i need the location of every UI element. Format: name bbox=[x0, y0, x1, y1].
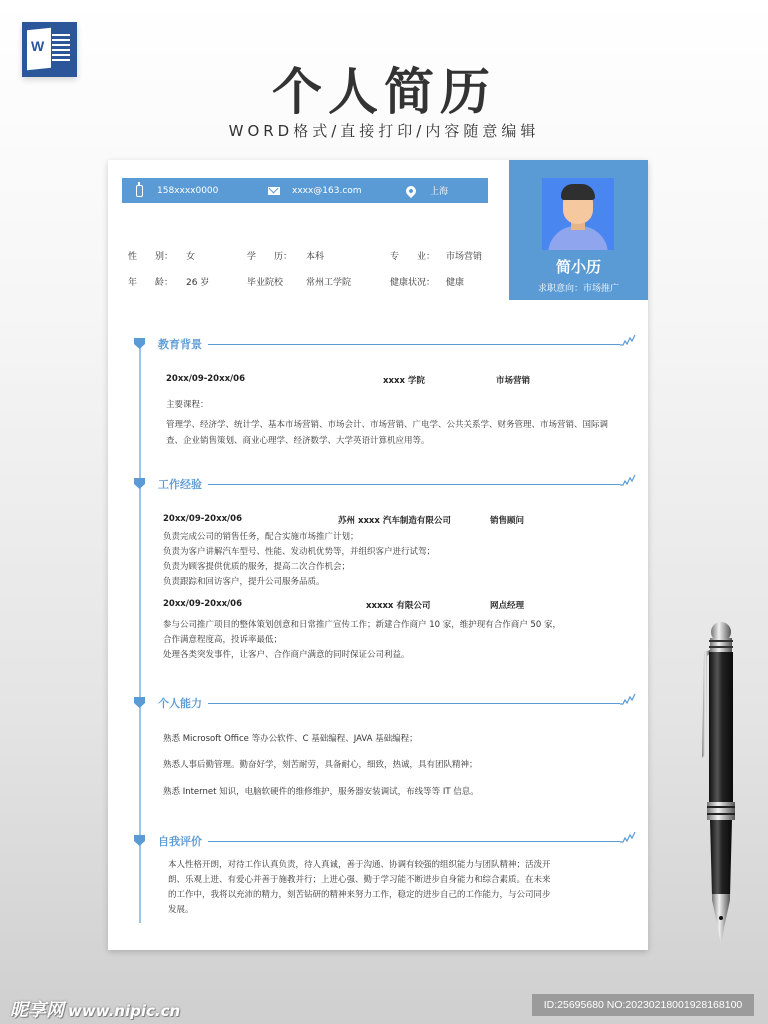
mail-icon bbox=[268, 187, 280, 195]
job1-duty: 负责为顾客提供优质的服务，提高二次合作机会； bbox=[163, 562, 351, 572]
contact-location bbox=[406, 184, 448, 197]
courses-label: 主要课程： bbox=[166, 400, 209, 410]
gender-label: 性 别： bbox=[128, 252, 174, 262]
age-value: 26 岁 bbox=[186, 278, 210, 288]
major-label: 专 业： bbox=[390, 252, 436, 262]
image-id-badge: ID:25695680 NO:20230218001928168100 bbox=[532, 994, 754, 1016]
job1-position: 销售顾问 bbox=[490, 516, 525, 526]
section-header bbox=[108, 474, 648, 494]
site-url: www.nipic.cn bbox=[68, 1002, 181, 1020]
page-title: 个人简历 bbox=[272, 63, 496, 121]
courses-text: 管理学、经济学、统计学、基本市场营销、市场会计、市场营销、广电学、公共关系学、财务管理、市场营销、国际调查、企业销售策划、商业心理学、经济数学、大学英语计算机应用等。 bbox=[166, 420, 609, 446]
section-title: 个人能力 bbox=[158, 695, 206, 711]
location-pin-icon bbox=[404, 183, 418, 197]
section-marker-icon bbox=[134, 338, 145, 349]
section-skills bbox=[108, 693, 648, 713]
edu-major: 市场营销 bbox=[496, 376, 531, 386]
skill-item: 熟悉人事后勤管理。勤奋好学，刻苦耐劳，具备耐心，细致，热诚，具有团队精神； bbox=[163, 760, 478, 770]
section-marker-icon bbox=[134, 835, 145, 846]
contact-phone bbox=[136, 185, 218, 197]
section-rule bbox=[208, 484, 620, 485]
job1-duty: 负责跟踪和回访客户，提升公司服务品质。 bbox=[163, 577, 325, 587]
job2-position: 网点经理 bbox=[490, 601, 525, 611]
section-marker-icon bbox=[134, 478, 145, 489]
job2-duty: 参与公司推广项目的整体策划创意和日常推广宣传工作；新建合作商户 10 家，维护现有合作商户 50 家， bbox=[163, 620, 561, 630]
school-label: 毕业院校 bbox=[247, 278, 284, 288]
site-watermark bbox=[10, 996, 180, 1022]
education-label: 学 历： bbox=[247, 252, 293, 262]
avatar bbox=[542, 178, 614, 250]
profile-panel bbox=[509, 160, 648, 300]
profile-name: 简小历 bbox=[555, 258, 601, 276]
contact-email bbox=[268, 186, 362, 196]
skill-item: 熟悉 Microsoft Office 等办公软件、C 基础编程、JAVA 基础编程； bbox=[163, 734, 418, 744]
self-eval-line: 本人性格开朗，对待工作认真负责，待人真诚，善于沟通、协调有较强的组织能力与团队精神；活泼开 bbox=[168, 860, 551, 870]
job-intent: 求职意向：市场推广 bbox=[537, 284, 620, 294]
edu-school: xxxx 学院 bbox=[383, 376, 425, 386]
section-title: 自我评价 bbox=[158, 833, 206, 849]
zigzag-icon bbox=[620, 693, 636, 707]
job1-company: 苏州 xxxx 汽车制造有限公司 bbox=[338, 516, 451, 526]
zigzag-icon bbox=[620, 474, 636, 488]
section-header bbox=[108, 831, 648, 851]
phone-icon bbox=[136, 185, 143, 197]
page-subtitle: WORD格式/直接打印/内容随意编辑 bbox=[228, 122, 540, 140]
zigzag-icon bbox=[620, 831, 636, 845]
location-text: 上海 bbox=[430, 187, 449, 197]
resume-page bbox=[108, 160, 648, 950]
job2-duty: 合作满意程度高，投诉率最低； bbox=[163, 635, 283, 645]
job2-duty: 处理各类突发事件，让客户、合作商户满意的同时保证公司利益。 bbox=[163, 650, 410, 660]
edu-period: 20xx/09-20xx/06 bbox=[166, 374, 245, 384]
job1-duty: 负责完成公司的销售任务，配合实施市场推广计划； bbox=[163, 532, 359, 542]
section-title: 教育背景 bbox=[158, 336, 206, 352]
section-self-evaluation bbox=[108, 831, 648, 851]
major-value: 市场营销 bbox=[446, 252, 483, 262]
section-rule bbox=[208, 344, 620, 345]
health-label: 健康状况： bbox=[390, 278, 436, 288]
health-value: 健康 bbox=[446, 278, 465, 288]
word-w-letter: W bbox=[31, 38, 45, 54]
phone-text: 158xxxx0000 bbox=[157, 185, 219, 196]
job1-period: 20xx/09-20xx/06 bbox=[163, 514, 242, 524]
gender-value: 女 bbox=[186, 252, 196, 262]
email-text: xxxx@163.com bbox=[292, 185, 362, 196]
skill-item: 熟悉 Internet 知识，电脑软硬件的维修维护，服务器安装调试，布线等等 IT 信息。 bbox=[163, 787, 479, 797]
section-rule bbox=[208, 703, 620, 704]
self-eval-line: 的工作中，我将以充沛的精力，刻苦钻研的精神来努力工作，稳定的进步自己的工作能力，与公司同步 bbox=[168, 890, 551, 900]
education-value: 本科 bbox=[306, 252, 325, 262]
section-education bbox=[108, 334, 648, 354]
avatar-hair bbox=[561, 184, 595, 200]
section-header bbox=[108, 693, 648, 713]
age-label: 年 龄： bbox=[128, 278, 174, 288]
fountain-pen-icon bbox=[696, 618, 746, 948]
job2-company: xxxxx 有限公司 bbox=[366, 601, 431, 611]
self-eval-line: 发展。 bbox=[168, 905, 194, 915]
contact-bar bbox=[122, 178, 488, 203]
site-name: 昵享网 bbox=[10, 1000, 64, 1021]
section-header bbox=[108, 334, 648, 354]
school-value: 常州工学院 bbox=[306, 278, 352, 288]
job2-period: 20xx/09-20xx/06 bbox=[163, 599, 242, 609]
section-rule bbox=[208, 841, 620, 842]
section-marker-icon bbox=[134, 697, 145, 708]
self-eval-line: 朗、乐观上进、有爱心并善于施教并行；上进心强、勤于学习能不断进步自身能力和综合素质。在未来 bbox=[168, 875, 551, 885]
job1-duty: 负责为客户讲解汽车型号、性能、发动机优势等，并组织客户进行试驾； bbox=[163, 547, 436, 557]
section-title: 工作经验 bbox=[158, 476, 206, 492]
zigzag-icon bbox=[620, 334, 636, 348]
section-work bbox=[108, 474, 648, 494]
